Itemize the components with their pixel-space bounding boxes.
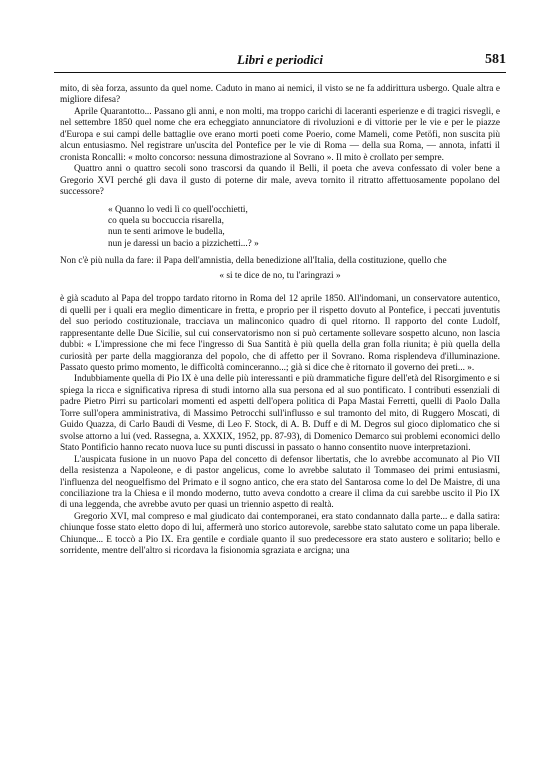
paragraph: Indubbiamente quella di Pio IX è una delle più interessanti e più drammatiche figure dell'età del Risorgimento e si spiega la ricca e significativa ripresa di studi intorno alla sua persona ed al suo pontificato. I contributi essenziali di padre Pietro Pirri su particolari momenti ed aspetti dell'opera politica di Papa Mastai Ferretti, quelli di Paolo Dalla Torre sull'opera amministrativa, di Massimo Petrocchi sull'influsso e sul tramonto del mito, di Ruggero Moscati, di Guido Quazza, di Carlo Baudi di Vesme, di Leo F. Stock, di A. B. Duff e di M. Degros sul gioco diplomatico che si svolse attorno a lui (ved. Rassegna, a. XXXIX, 1952, pp. 87-93), di Domenico Demarco sui problemi economici dello Stato Pontificio hanno recato nuova luce su punti discussi in passato o hanno consentito nuove interpretazioni.: [60, 374, 500, 454]
paragraph: Aprile Quarantotto... Passano gli anni, e non molti, ma troppo carichi di laceranti esperienze e di tragici risvegli, e nel settembre 1850 quel nome che era echeggiato annunciatore di rivoluzioni e di vittorie per le vie e per le piazze d'Europa e sui campi delle battaglie ove erano morti poeti come Poerio, come Mameli, come Petöfi, non suscita più alcun entusiasmo. Nel registrare un'uscita del Pontefice per le vie di Roma — della sua Roma, — annota, infatti il cronista Roncalli: « molto concorso: nessuna dimostrazione al Sovrano ». Il mito è crollato per sempre.: [60, 106, 500, 163]
quote-line: « si te dice de no, tu l'aringrazi »: [219, 270, 341, 281]
poem-line: nun je daressi un bacio a pizzichetti...? »: [108, 238, 259, 249]
paragraph: Quattro anni o quattro secoli sono trascorsi da quando il Belli, il poeta che aveva confessato di voler bene a Gregorio XVI perché gli dava il gusto di poterne dir male, aveva tornito il ritratto affettuosamente popolano del successore?: [60, 164, 500, 198]
page-number: 581: [485, 52, 506, 67]
paragraph: Gregorio XVI, mal compreso e mal giudicato dai contemporanei, era stato condannato dalla parte... e dalla satira: chiunque fosse stato eletto dopo di lui, affermerà uno storico autorevole, sarebbe stato salutato come un papa liberale. Chiunque... E toccò a Pio IX. Era gentile e cordiale quanto il suo predecessore era stato austero e solitario; bello e sorridente, mentre dell'altro si ricordava la fisionomia sgraziata e arcigna; una: [60, 511, 500, 557]
poem-line: co quela su boccuccia risarella,: [108, 215, 224, 226]
poem-line: « Quanno lo vedi lì co quell'occhietti,: [108, 204, 248, 215]
paragraph: L'auspicata fusione in un nuovo Papa del concetto di defensor libertatis, che lo avrebbe accomunato al Pio VII della resistenza a Napoleone, e di pastor angelicus, come lo avrebbe salutato il Tommaseo dei primi entusiasmi, l'influenza del neoguelfismo del Primato e il sogno antico, che era stato del Santarosa come lo del De Maistre, di una conciliazione tra la Chiesa e il mondo moderno, tutto aveva condotto a creare il clima da cui sarebbe uscito il Pio IX di una leggenda, che avrebbe avuto per quasi un triennio aspetto di realtà.: [60, 454, 500, 511]
page-header: [60, 52, 506, 72]
paragraph: mito, di sèa forza, assunto da quel nome. Caduto in mano ai nemici, il visto se ne fa addirittura usbergo. Quale altra e migliore difesa?: [60, 84, 500, 106]
paragraph: Non c'è più nulla da fare: il Papa dell'amnistia, della benedizione all'Italia, della costituzione, quello che: [60, 256, 447, 267]
header-rule: [54, 72, 506, 73]
poem-quote: [108, 205, 500, 251]
poem-line: nun te senti arimove le budella,: [108, 227, 225, 238]
body-text: [60, 84, 500, 558]
paragraph: è già scaduto al Papa del troppo tardato ritorno in Roma del 12 aprile 1850. All'indomani, un conservatore autentico, di quelli per i quali era meglio dimenticare in fretta, e proprio per il rispetto dovuto al Pontefice, i peccati juventutis del suo periodo costituzionale, tracciava un malinconico quadro di quel ritorno. Il rapporto del conte Ludolf, rappresentante delle Due Sicilie, sul cui conservatorismo non si può certamente sollevare sospetto alcuno, non lascia dubbi: « L'impressione che mi fece l'ingresso di Sua Santità è più quella della gran folla riunita; è più quella della curiosità per parte della maggioranza del popolo, che di affetto per il Sovrano. Roma risplendeva d'illuminazione. Passato questo primo momento, le difficoltà cominceranno...; già si dice che è ritornato il governo dei preti... ».: [60, 294, 500, 373]
running-title: Libri e periodici: [237, 52, 323, 67]
